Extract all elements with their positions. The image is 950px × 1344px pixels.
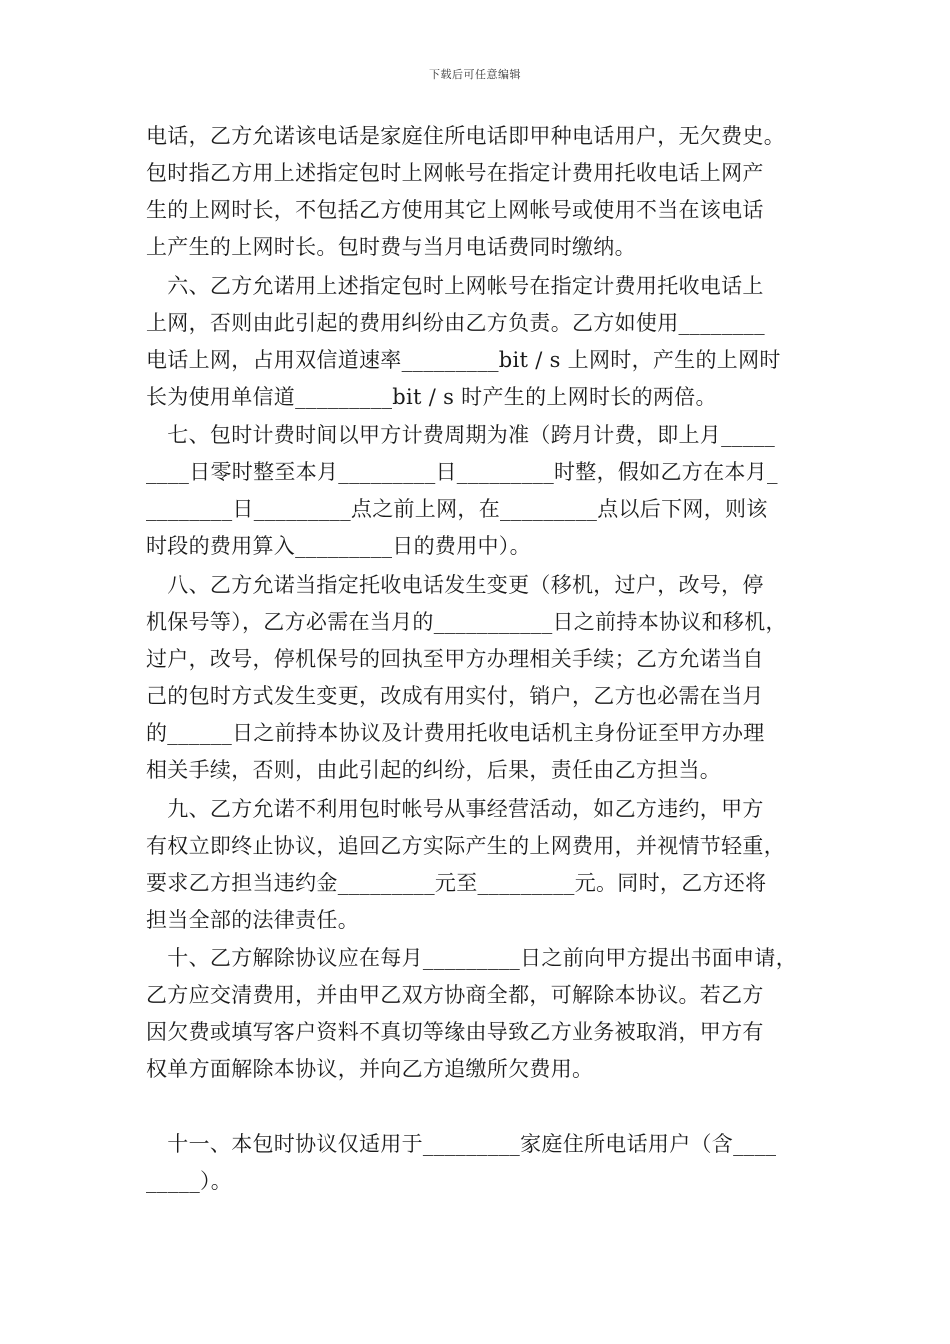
text-line: 担当全部的法律责任。 xyxy=(146,908,359,932)
text-line: 过户，改号，停机保号的回执至甲方办理相关手续；乙方允诺当自 xyxy=(146,647,764,671)
text-line: 十、乙方解除协议应在每月_________日之前向甲方提出书面申请， xyxy=(146,946,797,970)
text-line: 相关手续，否则，由此引起的纠纷，后果，责任由乙方担当。 xyxy=(146,758,722,782)
text-line: ____日零时整至本月_________日_________时整，假如乙方在本月_ xyxy=(146,460,778,484)
text-line: 乙方应交清费用，并由甲乙双方协商全都，可解除本协议。若乙方 xyxy=(146,983,764,1007)
text-line: _____）。 xyxy=(146,1169,233,1193)
text-line: 长为使用单信道_________bit / s 时产生的上网时长的两倍。 xyxy=(146,385,717,409)
text-line: 有权立即终止协议，追回乙方实际产生的上网费用，并视情节轻重， xyxy=(146,834,785,858)
text-line: 的______日之前持本协议及计费用托收电话机主身份证至甲方办理 xyxy=(146,721,765,745)
text-line: 上网，否则由此引起的费用纠纷由乙方负责。乙方如使用________ xyxy=(146,311,765,335)
text-line: 要求乙方担当违约金_________元至_________元。同时，乙方还将 xyxy=(146,871,767,895)
text-line: 上产生的上网时长。包时费与当月电话费同时缴纳。 xyxy=(146,235,636,259)
text-line: 电话上网，占用双信道速率_________bit / s 上网时，产生的上网时 xyxy=(146,348,781,372)
text-line: 包时指乙方用上述指定包时上网帐号在指定计费用托收电话上网产 xyxy=(146,161,764,185)
text-line: 时段的费用算入_________日的费用中）。 xyxy=(146,534,531,558)
text-line: 六、乙方允诺用上述指定包时上网帐号在指定计费用托收电话上 xyxy=(146,274,764,298)
text-line: 生的上网时长，不包括乙方使用其它上网帐号或使用不当在该电话 xyxy=(146,198,764,222)
text-line: 因欠费或填写客户资料不真切等缘由导致乙方业务被取消，甲方有 xyxy=(146,1020,764,1044)
text-line: 八、乙方允诺当指定托收电话发生变更（移机，过户，改号，停 xyxy=(146,573,764,597)
text-line: 己的包时方式发生变更，改成有用实付，销户，乙方也必需在当月 xyxy=(146,684,764,708)
text-line: 电话，乙方允诺该电话是家庭住所电话即甲种电话用户，无欠费史。 xyxy=(146,124,785,148)
page-header: 下载后可任意编辑 xyxy=(429,68,521,81)
text-line: 机保号等），乙方必需在当月的___________日之前持本协议和移机， xyxy=(146,610,787,634)
text-line: ________日_________点之前上网，在_________点以后下网，则该 xyxy=(146,497,768,521)
text-line: 十一、本包时协议仅适用于_________家庭住所电话用户（含____ xyxy=(146,1132,777,1156)
text-line: 七、包时计费时间以甲方计费周期为准（跨月计费，即上月_____ xyxy=(146,423,776,447)
text-line: 九、乙方允诺不利用包时帐号从事经营活动，如乙方违约，甲方 xyxy=(146,797,764,821)
text-line: 权单方面解除本协议，并向乙方追缴所欠费用。 xyxy=(146,1057,594,1081)
